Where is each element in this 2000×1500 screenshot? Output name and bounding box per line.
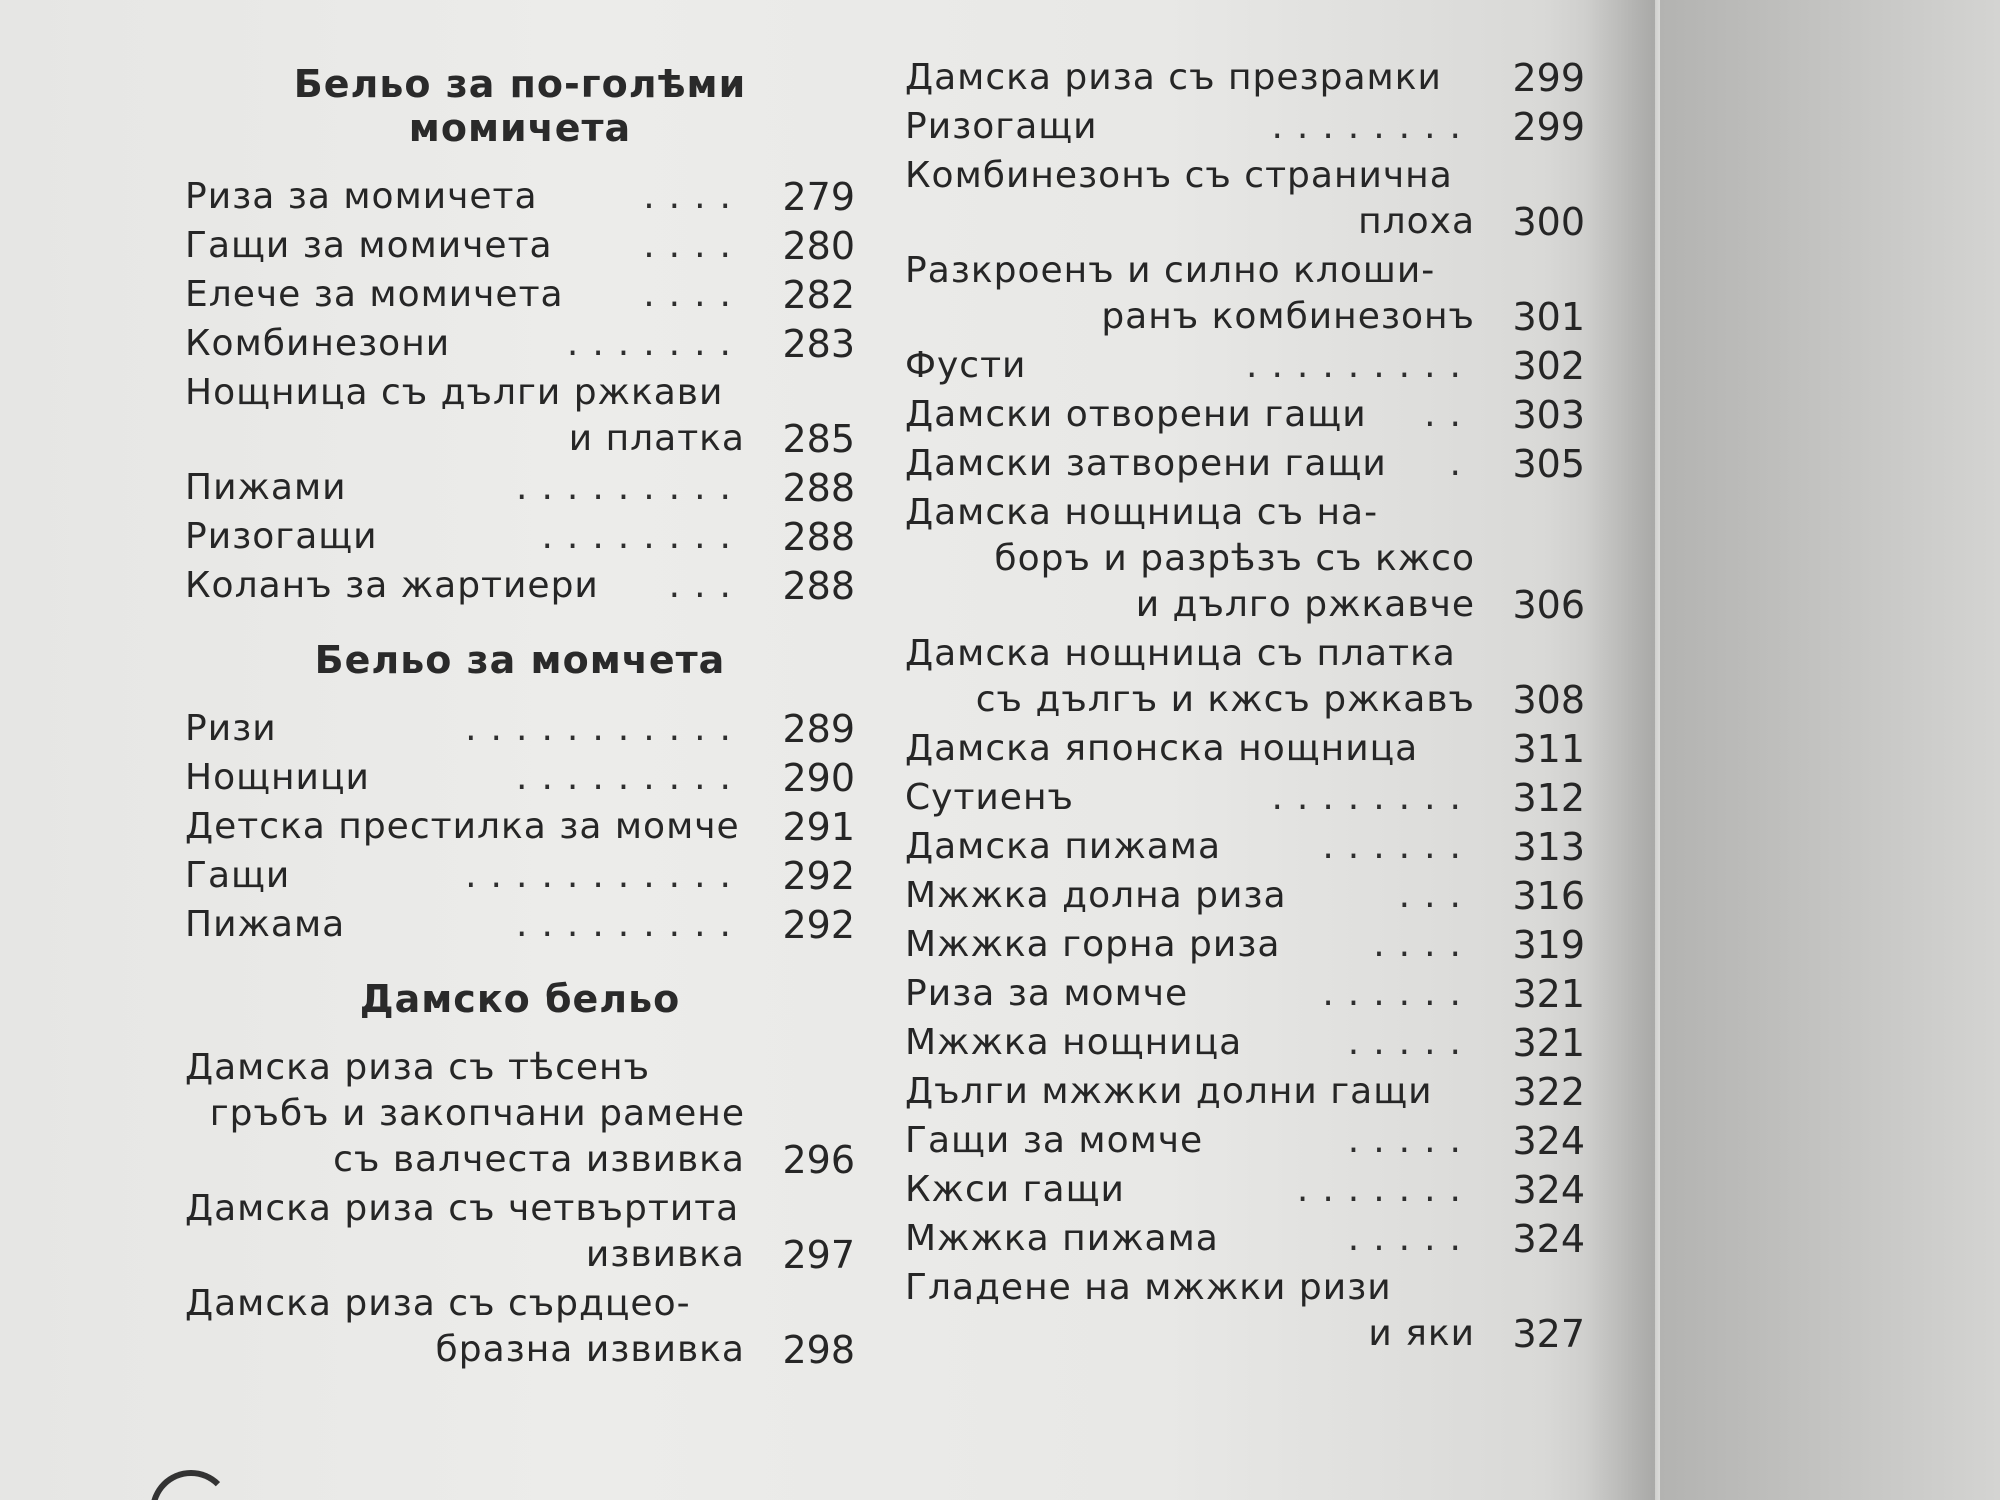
toc-entry <box>905 1216 1585 1262</box>
toc-leader-dots: .... <box>643 225 745 266</box>
toc-entry-title: бразна извивка <box>435 1329 745 1370</box>
toc-entry <box>185 853 855 899</box>
toc-entry-title: Дамска нощница съ на- <box>905 492 1379 533</box>
toc-page-number: 316 <box>1512 874 1585 918</box>
toc-entry-title: Сутиенъ <box>905 777 1074 818</box>
toc-page-number: 291 <box>782 805 855 849</box>
toc-leader-dots: ......... <box>516 904 745 945</box>
toc-entry-title: и платка <box>568 418 745 459</box>
toc-leader-dots: ......... <box>516 757 745 798</box>
toc-entry-line <box>905 199 1585 245</box>
toc-entry <box>905 104 1585 150</box>
toc-entry-line <box>905 490 1585 536</box>
toc-entry-line <box>185 1045 855 1091</box>
toc-leader-dots: . <box>1449 443 1475 484</box>
page-corner-mark <box>150 1470 232 1500</box>
toc-page-number: 306 <box>1512 583 1585 627</box>
toc-entry <box>905 441 1585 487</box>
toc-entry-title: Гащи за момичета <box>185 225 553 266</box>
toc-entry-line <box>905 677 1585 723</box>
toc-leader-dots: ..... <box>1347 1120 1475 1161</box>
toc-entry <box>905 248 1585 340</box>
toc-entry <box>905 1118 1585 1164</box>
toc-entry-line <box>905 1167 1585 1213</box>
toc-entry <box>185 706 855 752</box>
toc-entry-title: Риза за момичета <box>185 176 538 217</box>
toc-entry <box>905 1265 1585 1357</box>
toc-entry-line <box>185 321 855 367</box>
toc-page-number: 305 <box>1512 442 1585 486</box>
toc-entry <box>185 563 855 609</box>
toc-leader-dots: ........ <box>1271 777 1475 818</box>
toc-entry-line <box>185 1137 855 1183</box>
toc-entry <box>905 971 1585 1017</box>
toc-page-number: 299 <box>1512 105 1585 149</box>
toc-entry-title: Мжжка пижама <box>905 1218 1219 1259</box>
toc-entry-title: извивка <box>585 1234 745 1275</box>
toc-page-number: 311 <box>1512 727 1585 771</box>
toc-entry-line <box>185 804 855 850</box>
toc-page-number: 321 <box>1512 972 1585 1016</box>
toc-entry-line <box>905 775 1585 821</box>
toc-entry <box>185 1045 855 1183</box>
toc-entry-title: Ризогащи <box>185 516 378 557</box>
toc-entry-title: Нощница съ дълги ржкави <box>185 372 724 413</box>
toc-entry-title: Разкроенъ и силно клоши- <box>905 250 1436 291</box>
toc-leader-dots: ........... <box>465 708 745 749</box>
toc-page-number: 302 <box>1512 344 1585 388</box>
toc-heading-line: Бельо за по-голѣми <box>293 62 747 106</box>
toc-entry <box>185 272 855 318</box>
toc-entry-line <box>905 1069 1585 1115</box>
toc-entry-line <box>905 1020 1585 1066</box>
toc-entry-line <box>905 824 1585 870</box>
toc-page-number: 312 <box>1512 776 1585 820</box>
toc-entry <box>905 1167 1585 1213</box>
toc-entry-title: Кжси гащи <box>905 1169 1125 1210</box>
toc-leader-dots: ........ <box>541 516 745 557</box>
toc-leader-dots: ....... <box>566 323 745 364</box>
toc-page-number: 297 <box>782 1233 855 1277</box>
toc-page-number: 298 <box>782 1328 855 1372</box>
toc-leader-dots: ...... <box>1322 973 1475 1014</box>
toc-entry <box>185 174 855 220</box>
toc-leader-dots: .... <box>1373 924 1475 965</box>
toc-leader-dots: ........ <box>1271 106 1475 147</box>
toc-entry-title: Мжжка нощница <box>905 1022 1243 1063</box>
toc-entry-title: Ризогащи <box>905 106 1098 147</box>
toc-entry-line <box>905 631 1585 677</box>
toc-entry-title: Дълги мжжки долни гащи <box>905 1071 1433 1112</box>
toc-entry-title: Риза за момче <box>905 973 1189 1014</box>
toc-entry-title: Дамска риза съ сърдцео- <box>185 1283 691 1324</box>
toc-entry <box>905 153 1585 245</box>
toc-page-number: 288 <box>782 564 855 608</box>
toc-leader-dots: ..... <box>1347 1218 1475 1259</box>
toc-entry-line <box>905 248 1585 294</box>
toc-entry-line <box>185 1281 855 1327</box>
toc-leader-dots: ......... <box>1246 345 1475 386</box>
toc-entry-line <box>185 223 855 269</box>
toc-entry <box>905 392 1585 438</box>
toc-page-number: 288 <box>782 515 855 559</box>
toc-page-number: 282 <box>782 273 855 317</box>
toc-entry-line <box>905 873 1585 919</box>
toc-entry-title: Дамска японска нощница <box>905 728 1419 769</box>
toc-leader-dots: ....... <box>1296 1169 1475 1210</box>
toc-leader-dots: ... <box>668 565 745 606</box>
toc-entry <box>185 465 855 511</box>
toc-page-number: 292 <box>782 854 855 898</box>
toc-entry-title: боръ и разрѣзъ съ кжсо <box>994 538 1475 579</box>
toc-page-number: 288 <box>782 466 855 510</box>
toc-page-number: 280 <box>782 224 855 268</box>
toc-entry <box>185 755 855 801</box>
toc-entry-title: Мжжка долна риза <box>905 875 1287 916</box>
toc-section-heading <box>185 977 855 1021</box>
toc-entry-title: Дамска риза съ тѣсенъ <box>185 1047 651 1088</box>
toc-page-number: 324 <box>1512 1217 1585 1261</box>
toc-entry <box>905 55 1585 101</box>
toc-entry <box>185 223 855 269</box>
toc-entry <box>905 824 1585 870</box>
toc-entry-line <box>185 514 855 560</box>
toc-entry <box>185 1186 855 1278</box>
toc-page-number: 301 <box>1512 295 1585 339</box>
toc-entry-line <box>185 272 855 318</box>
toc-section-heading <box>185 62 855 150</box>
toc-page-number: 327 <box>1512 1312 1585 1356</box>
toc-entry <box>185 902 855 948</box>
toc-entry <box>905 490 1585 628</box>
toc-entry-title: Комбинезони <box>185 323 451 364</box>
toc-page-number: 290 <box>782 756 855 800</box>
toc-page-number: 303 <box>1512 393 1585 437</box>
toc-entry-line <box>185 902 855 948</box>
toc-entry <box>185 1281 855 1373</box>
toc-entry-line <box>905 343 1585 389</box>
toc-entry-line <box>905 1265 1585 1311</box>
toc-entry <box>185 514 855 560</box>
toc-page-number: 313 <box>1512 825 1585 869</box>
toc-entry-title: Дамски отворени гащи <box>905 394 1367 435</box>
toc-entry-title: съ дългъ и кжсъ ржкавъ <box>975 679 1475 720</box>
toc-entry <box>905 1069 1585 1115</box>
toc-entry <box>185 804 855 850</box>
toc-entry-line <box>905 1216 1585 1262</box>
toc-page-number: 289 <box>782 707 855 751</box>
toc-entry-line <box>905 582 1585 628</box>
toc-entry <box>905 922 1585 968</box>
toc-page-number: 324 <box>1512 1119 1585 1163</box>
toc-page-number: 285 <box>782 417 855 461</box>
toc-entry-line <box>185 853 855 899</box>
toc-page-number: 283 <box>782 322 855 366</box>
toc-entry <box>905 631 1585 723</box>
toc-entry-line <box>185 755 855 801</box>
toc-entry-line <box>905 1118 1585 1164</box>
toc-page-number: 292 <box>782 903 855 947</box>
toc-entry-line <box>905 536 1585 582</box>
toc-entry-line <box>185 1327 855 1373</box>
toc-entry-line <box>905 392 1585 438</box>
toc-page-number: 296 <box>782 1138 855 1182</box>
toc-heading-line: Бельо за момчета <box>314 638 726 682</box>
toc-entry <box>905 873 1585 919</box>
toc-entry <box>905 775 1585 821</box>
toc-entry-title: Дамска риза съ презрамки <box>905 57 1442 98</box>
toc-entry-title: Коланъ за жартиери <box>185 565 599 606</box>
toc-entry-line <box>905 1311 1585 1357</box>
toc-page-number: 321 <box>1512 1021 1585 1065</box>
toc-entry-title: плоха <box>1358 201 1475 242</box>
toc-entry-line <box>185 1091 855 1137</box>
toc-leader-dots: ........... <box>465 855 745 896</box>
toc-entry-title: ранъ комбинезонъ <box>1101 296 1475 337</box>
toc-entry-line <box>905 971 1585 1017</box>
toc-entry-line <box>185 1232 855 1278</box>
toc-entry-line <box>905 441 1585 487</box>
toc-entry-title: Елече за момичета <box>185 274 564 315</box>
toc-entry-title: Мжжка горна риза <box>905 924 1281 965</box>
toc-entry-title: Гащи <box>185 855 291 896</box>
toc-entry-line <box>905 922 1585 968</box>
toc-heading-line: момичета <box>408 106 632 150</box>
toc-entry <box>905 343 1585 389</box>
toc-entry-title: Дамска риза съ четвъртита <box>185 1188 740 1229</box>
toc-page-number: 324 <box>1512 1168 1585 1212</box>
toc-entry-line <box>185 706 855 752</box>
toc-entry-title: и дълго ржкавче <box>1135 584 1475 625</box>
toc-section-heading <box>185 638 855 682</box>
toc-entry <box>185 370 855 462</box>
toc-entry-title: Ризи <box>185 708 277 749</box>
toc-entry-line <box>185 370 855 416</box>
toc-entry-title: съ валчеста извивка <box>333 1139 745 1180</box>
toc-entry <box>905 1020 1585 1066</box>
toc-entry-line <box>185 1186 855 1232</box>
toc-leader-dots: ......... <box>516 467 745 508</box>
toc-entry-title: Комбинезонъ съ странична <box>905 155 1453 196</box>
toc-entry-line <box>185 563 855 609</box>
toc-entry-line <box>905 55 1585 101</box>
toc-page-number: 308 <box>1512 678 1585 722</box>
toc-entry-title: Дамска нощница съ платка <box>905 633 1456 674</box>
toc-leader-dots: .... <box>643 274 745 315</box>
toc-entry-title: Пижами <box>185 467 347 508</box>
toc-leader-dots: ..... <box>1347 1022 1475 1063</box>
toc-leader-dots: .... <box>643 176 745 217</box>
toc-entry-title: и яки <box>1368 1313 1475 1354</box>
toc-page-number: 299 <box>1512 56 1585 100</box>
toc-page-number: 319 <box>1512 923 1585 967</box>
toc-entry-line <box>185 465 855 511</box>
toc-entry-line <box>905 153 1585 199</box>
toc-page-number: 279 <box>782 175 855 219</box>
toc-page-number: 322 <box>1512 1070 1585 1114</box>
toc-entry-title: Гладене на мжжки ризи <box>905 1267 1392 1308</box>
toc-entry-title: гръбъ и закопчани рамене <box>209 1093 745 1134</box>
toc-entry-title: Пижама <box>185 904 346 945</box>
toc-entry-title: Детска престилка за момче <box>185 806 740 847</box>
toc-entry-line <box>185 416 855 462</box>
toc-leader-dots: ... <box>1398 875 1475 916</box>
toc-entry <box>905 726 1585 772</box>
background-surface <box>1660 0 2000 1500</box>
toc-heading-line: Дамско бельо <box>359 977 681 1021</box>
toc-entry-line <box>185 174 855 220</box>
page-gutter-shadow <box>1585 0 1660 1500</box>
toc-entry-title: Нощници <box>185 757 370 798</box>
toc-leader-dots: .. <box>1424 394 1475 435</box>
toc-entry-title: Гащи за момче <box>905 1120 1204 1161</box>
toc-entry-title: Дамски затворени гащи <box>905 443 1387 484</box>
toc-entry-title: Дамска пижама <box>905 826 1222 867</box>
toc-entry-line <box>905 726 1585 772</box>
toc-entry-line <box>905 294 1585 340</box>
toc-entry-line <box>905 104 1585 150</box>
toc-entry-title: Фусти <box>905 345 1027 386</box>
toc-leader-dots: ...... <box>1322 826 1475 867</box>
toc-entry <box>185 321 855 367</box>
toc-page-number: 300 <box>1512 200 1585 244</box>
